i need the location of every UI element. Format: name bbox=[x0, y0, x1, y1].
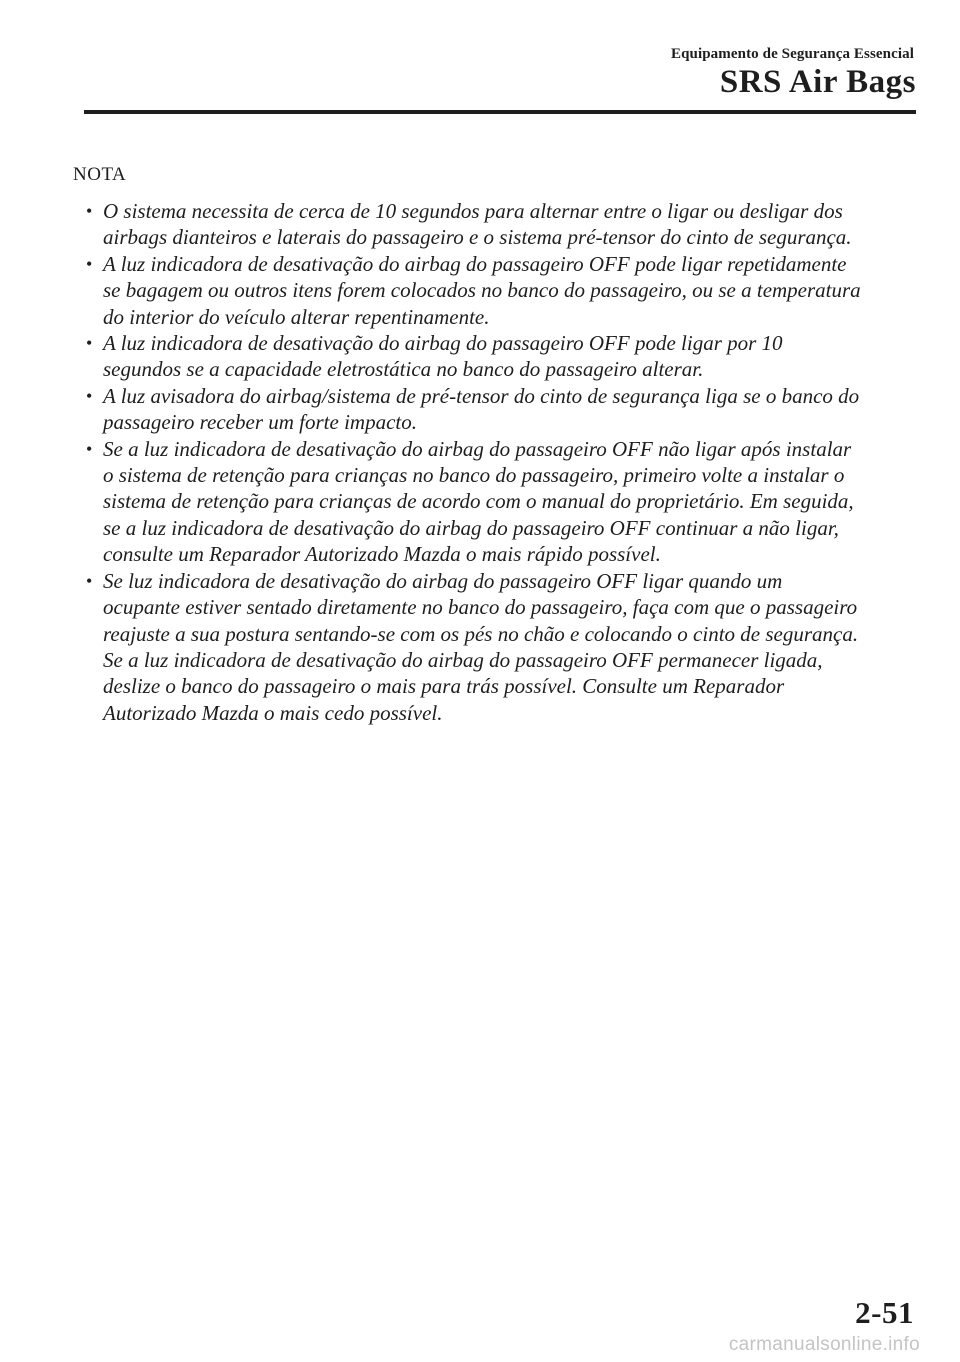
note-line: A luz indicadora de desativação do airbag do passageiro OFF pode ligar repetidamente bbox=[103, 251, 847, 276]
note-item bbox=[76, 436, 920, 568]
note-line: Se a luz indicadora de desativação do airbag do passageiro OFF permanecer ligada, bbox=[103, 647, 823, 672]
note-item bbox=[76, 251, 920, 330]
note-item bbox=[76, 568, 920, 726]
bullet-icon: • bbox=[86, 385, 93, 406]
note-line: Se a luz indicadora de desativação do airbag do passageiro OFF não ligar após instalar bbox=[103, 436, 852, 461]
note-item bbox=[76, 198, 920, 251]
chapter-title: SRS Air Bags bbox=[719, 64, 916, 100]
note-line: deslize o banco do passageiro o mais para trás possível. Consulte um Reparador bbox=[103, 674, 785, 699]
bullet-icon: • bbox=[86, 333, 93, 354]
note-line: do interior do veículo alterar repentinamente. bbox=[103, 304, 490, 329]
bullet-icon: • bbox=[86, 253, 93, 274]
bullet-icon: • bbox=[86, 438, 93, 459]
header-divider bbox=[84, 110, 916, 114]
note-line: o sistema de retenção para crianças no banco do passageiro, primeiro volte a instalar o bbox=[103, 463, 845, 488]
note-line: consulte um Reparador Autorizado Mazda o mais rápido possível. bbox=[103, 542, 661, 567]
watermark: carmanualsonline.info bbox=[728, 1334, 920, 1355]
bullet-icon: • bbox=[86, 570, 93, 591]
note-line: ocupante estiver sentado diretamente no banco do passageiro, faça com que o passageiro bbox=[103, 595, 858, 620]
note-line: A luz avisadora do airbag/sistema de pré-tensor do cinto de segurança liga se o banco do bbox=[103, 383, 860, 408]
note-line: A luz indicadora de desativação do airbag do passageiro OFF pode ligar por 10 bbox=[103, 331, 783, 356]
note-line: Se luz indicadora de desativação do airbag do passageiro OFF ligar quando um bbox=[103, 568, 783, 593]
note-line: O sistema necessita de cerca de 10 segundos para alternar entre o ligar ou desligar dos bbox=[103, 199, 843, 223]
note-item bbox=[76, 330, 920, 383]
note-line: passageiro receber um forte impacto. bbox=[103, 410, 417, 435]
bullet-icon: • bbox=[86, 201, 93, 221]
note-list bbox=[76, 198, 920, 726]
note-line: se bagagem ou outros itens forem colocados no banco do passageiro, ou se a temperatura bbox=[103, 278, 861, 303]
note-line: se a luz indicadora de desativação do airbag do passageiro OFF continuar a não ligar, bbox=[103, 515, 839, 540]
note-line: airbags dianteiros e laterais do passageiro e o sistema pré-tensor do cinto de segurança. bbox=[103, 225, 852, 250]
note-line: segundos se a capacidade eletrostática no banco do passageiro alterar. bbox=[103, 357, 704, 382]
section-title: Equipamento de Segurança Essencial bbox=[670, 46, 914, 62]
page-number: 2-51 bbox=[855, 1295, 914, 1330]
note-item bbox=[76, 383, 920, 436]
note-line: reajuste a sua postura sentando-se com os pés no chão e colocando o cinto de segurança. bbox=[103, 621, 859, 646]
note-line: Autorizado Mazda o mais cedo possível. bbox=[103, 700, 443, 725]
note-heading: NOTA bbox=[73, 164, 127, 185]
note-line: sistema de retenção para crianças de acordo com o manual do proprietário. Em seguida, bbox=[103, 489, 854, 514]
